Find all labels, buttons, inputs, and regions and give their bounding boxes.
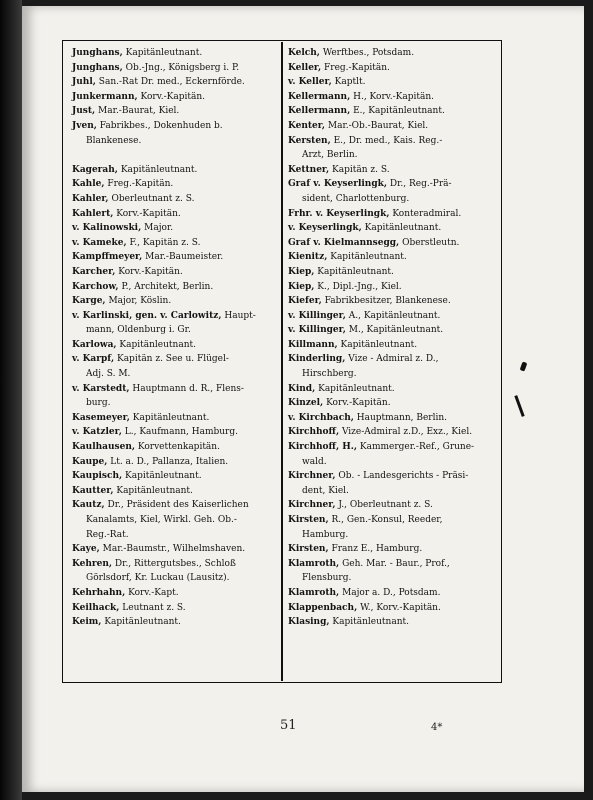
entry-name: Kirchner, (288, 500, 336, 511)
entry-name: Kautter, (72, 485, 114, 496)
directory-entry (288, 542, 498, 557)
entry-continuation: Flensburg. (302, 573, 352, 584)
entry-name: Graf v. Kielmannsegg, (288, 237, 400, 248)
entry-details: San.-Rat Dr. med., Eckernförde. (98, 77, 245, 88)
entry-name: v. Karlinski, gen. v. Carlowitz, (72, 310, 222, 321)
entry-details: Hauptmann, Berlin. (356, 412, 448, 423)
entry-continuation: Kanalamts, Kiel, Wirkl. Geh. Ob.- (86, 515, 237, 525)
entry-name: Karchow, (72, 281, 119, 292)
entry-details: Kapitänleutnant. (116, 485, 193, 496)
directory-entry (288, 294, 498, 309)
entry-name: Keilhack, (72, 602, 120, 613)
directory-entry (288, 411, 498, 426)
directory-entry (72, 498, 278, 542)
directory-entry (288, 601, 498, 616)
directory-entry (72, 601, 278, 616)
entry-details: Oberleutnant z. S. (111, 193, 195, 204)
entry-continuation: Hamburg. (302, 529, 349, 540)
directory-entry (72, 265, 278, 280)
entry-name: Kiep, (288, 281, 315, 292)
entry-details: Korv.-Kapt. (128, 587, 179, 598)
entry-details: Lt. a. D., Pallanza, Italien. (110, 456, 229, 467)
entry-details: Dr., Rittergutsbes., Schloß (114, 558, 236, 569)
column-divider (281, 42, 283, 681)
entry-name: Kiep, (288, 266, 315, 277)
entry-details: Ob.-Jng., Königsberg i. P. (125, 62, 240, 73)
entry-details: P., Architekt, Berlin. (121, 281, 214, 292)
entry-details: Korvettenkapitän. (137, 442, 220, 453)
entry-name: v. Katzler, (72, 427, 122, 438)
entry-continuation: wald. (302, 456, 327, 467)
entry-continuation: mann, Oldenburg i. Gr. (86, 325, 191, 336)
directory-entry (288, 352, 498, 381)
entry-name: Kaupe, (72, 456, 108, 467)
directory-entry (288, 221, 498, 236)
section-gap (72, 148, 278, 163)
entry-name: Kampffmeyer, (72, 252, 143, 263)
entry-details: Kapitän z. See u. Flügel- (116, 354, 229, 365)
entry-details: Werftbes., Potsdam. (322, 48, 415, 58)
directory-entry (72, 75, 278, 90)
page-number: 51 (280, 718, 297, 733)
entry-details: Korv.-Kapitän. (118, 266, 183, 277)
entry-name: Klamroth, (288, 587, 340, 598)
directory-entry (72, 440, 278, 455)
directory-entry (288, 557, 498, 586)
entry-details: Kapitänleutnant. (125, 48, 203, 58)
entry-details: Major. (144, 223, 174, 234)
directory-entry (72, 586, 278, 601)
entry-name: v. Karstedt, (72, 383, 130, 394)
left-column (72, 46, 278, 630)
entry-name: Kahler, (72, 193, 109, 204)
entry-details: W., Korv.-Kapitän. (360, 602, 441, 613)
entry-name: Klamroth, (288, 558, 340, 569)
entry-details: Haupt- (224, 310, 256, 321)
directory-entry (288, 236, 498, 251)
entry-details: Kapitänleutnant. (340, 339, 418, 350)
entry-name: Kaye, (72, 544, 100, 555)
directory-entry (72, 280, 278, 295)
entry-details: Hauptmann d. R., Flens- (132, 383, 244, 394)
entry-name: Killmann, (288, 339, 338, 350)
directory-entry (288, 513, 498, 542)
entry-details: H., Korv.-Kapitän. (353, 91, 435, 102)
entry-details: L., Kaufmann, Hamburg. (124, 427, 238, 438)
directory-entry (288, 61, 498, 76)
entry-name: Junghans, (72, 48, 123, 58)
directory-entry (72, 294, 278, 309)
right-column (288, 46, 498, 630)
entry-name: Kettner, (288, 164, 330, 175)
entry-details: Kapitänleutnant. (120, 164, 198, 175)
entry-name: Kautz, (72, 500, 105, 511)
directory-entry (72, 250, 278, 265)
directory-entry (288, 396, 498, 411)
directory-entry (288, 615, 498, 630)
entry-details: Freg.-Kapitän. (324, 62, 390, 73)
entry-details: Kapitänleutnant. (104, 617, 181, 628)
directory-entry (288, 498, 498, 513)
entry-name: v. Karpf, (72, 354, 115, 365)
entry-name: Karcher, (72, 266, 116, 277)
directory-entry (288, 338, 498, 353)
directory-entry (288, 265, 498, 280)
entry-details: Mar.-Baurat, Kiel. (98, 106, 180, 117)
directory-entry (72, 352, 278, 381)
entry-name: Kellermann, (288, 106, 351, 117)
entry-details: Korv.-Kapitän. (116, 208, 181, 219)
entry-name: Kiefer, (288, 296, 322, 307)
directory-entry (72, 425, 278, 440)
entry-name: Junkermann, (72, 91, 138, 102)
directory-entry (72, 309, 278, 338)
directory-entry (288, 469, 498, 498)
directory-entry (288, 207, 498, 222)
entry-name: Kirsten, (288, 515, 329, 525)
directory-entry (72, 382, 278, 411)
entry-details: Konteradmiral. (392, 208, 462, 219)
directory-entry (72, 192, 278, 207)
entry-name: Kirsten, (288, 544, 329, 555)
entry-details: Mar.-Baumeister. (145, 252, 224, 263)
entry-details: Mar.-Baumstr., Wilhelmshaven. (102, 544, 246, 555)
directory-entry (288, 440, 498, 469)
entry-name: Kelch, (288, 48, 320, 58)
directory-entry (72, 61, 278, 76)
directory-entry (288, 119, 498, 134)
entry-name: Kersten, (288, 135, 331, 146)
entry-name: Kahle, (72, 179, 105, 190)
entry-continuation: Blankenese. (86, 135, 142, 146)
book-spine-shadow (0, 0, 22, 800)
entry-details: E., Dr. med., Kais. Reg.- (333, 135, 443, 146)
entry-name: Kahlert, (72, 208, 114, 219)
entry-details: Korv.-Kapitän. (326, 398, 391, 409)
directory-entry (72, 177, 278, 192)
entry-name: Frhr. v. Keyserlingk, (288, 208, 390, 219)
entry-name: Juhl, (72, 77, 96, 88)
directory-entry (72, 236, 278, 251)
entry-name: Kellermann, (288, 91, 351, 102)
entry-name: Kirchhoff, H., (288, 442, 357, 453)
entry-name: v. Kirchbach, (288, 412, 354, 423)
entry-name: Keim, (72, 617, 102, 628)
entry-name: Just, (72, 106, 96, 117)
entry-name: Keller, (288, 62, 322, 73)
entry-details: Kammerger.-Ref., Grune- (359, 442, 475, 453)
entry-continuation: Görlsdorf, Kr. Luckau (Lausitz). (86, 573, 230, 584)
entry-name: v. Keller, (288, 77, 332, 88)
entry-details: Kapitänleutnant. (364, 223, 442, 234)
entry-name: Kehrhahn, (72, 587, 126, 598)
entry-details: Geh. Mar. - Baur., Prof., (342, 558, 450, 569)
entry-name: Kinzel, (288, 398, 324, 409)
entry-details: Franz E., Hamburg. (331, 544, 423, 555)
entry-details: Kapitänleutnant. (332, 617, 409, 628)
entry-details: Kapitänleutnant. (119, 339, 196, 350)
entry-continuation: Reg.-Rat. (86, 529, 129, 540)
entry-name: Kirchner, (288, 471, 336, 482)
directory-entry (288, 250, 498, 265)
entry-name: Kagerah, (72, 164, 118, 175)
directory-entry (288, 309, 498, 324)
entry-name: Kinderling, (288, 354, 346, 365)
directory-entry (288, 586, 498, 601)
entry-name: Kirchhoff, (288, 427, 340, 438)
entry-details: Fabrikbesitzer, Blankenese. (324, 296, 451, 307)
entry-continuation: Hirschberg. (302, 369, 357, 380)
entry-name: Kind, (288, 383, 316, 394)
entry-name: Kaulhausen, (72, 442, 136, 453)
entry-details: Dr., Reg.-Prä- (389, 179, 452, 190)
entry-details: E., Kapitänleutnant. (353, 106, 445, 117)
entry-details: Mar.-Ob.-Baurat, Kiel. (327, 120, 429, 131)
entry-details: Korv.-Kapitän. (140, 91, 205, 102)
entry-details: Kapitänleutnant. (125, 471, 202, 482)
entry-continuation: dent, Kiel. (302, 485, 349, 496)
entry-details: F., Kapitän z. S. (129, 237, 201, 248)
entry-details: Dr., Präsident des Kaiserlichen (107, 500, 249, 511)
directory-entry (72, 221, 278, 236)
directory-entry (72, 411, 278, 426)
entry-details: Major a. D., Potsdam. (342, 587, 441, 598)
entry-name: Kasemeyer, (72, 412, 130, 423)
entry-name: v. Kalinowski, (72, 223, 142, 234)
directory-entry (72, 557, 278, 586)
entry-details: Vize - Admiral z. D., (348, 354, 439, 365)
entry-name: v. Keyserlingk, (288, 223, 362, 234)
entry-name: Kaupisch, (72, 471, 123, 482)
entry-name: v. Kameke, (72, 237, 127, 248)
entry-name: Klappenbach, (288, 602, 358, 613)
entry-continuation: Arzt, Berlin. (302, 150, 358, 161)
directory-entry (288, 104, 498, 119)
entry-details: Kapitänleutnant. (318, 383, 395, 394)
directory-entry (72, 542, 278, 557)
directory-entry (288, 75, 498, 90)
directory-entry (288, 382, 498, 397)
entry-name: Graf v. Keyserlingk, (288, 179, 388, 190)
entry-details: R., Gen.-Konsul, Reeder, (331, 515, 443, 525)
directory-entry (288, 425, 498, 440)
directory-entry (288, 323, 498, 338)
entry-name: Junghans, (72, 62, 123, 73)
entry-details: Fabrikbes., Dokenhuden b. (99, 120, 223, 131)
entry-name: Jven, (72, 120, 97, 131)
entry-name: Karge, (72, 296, 106, 307)
entry-details: J., Oberleutnant z. S. (338, 500, 433, 511)
entry-details: Vize-Admiral z.D., Exz., Kiel. (341, 427, 473, 438)
directory-entry (72, 207, 278, 222)
entry-continuation: Adj. S. M. (86, 369, 131, 380)
entry-continuation: burg. (86, 398, 111, 409)
entry-name: v. Killinger, (288, 325, 346, 336)
entry-name: Karlowa, (72, 339, 117, 350)
entry-name: Kehren, (72, 558, 113, 569)
directory-entry (72, 104, 278, 119)
entry-details: Kapitänleutnant. (330, 252, 407, 263)
entry-name: Kienitz, (288, 252, 328, 263)
directory-entry (288, 46, 498, 61)
entry-details: Kapitän z. S. (332, 164, 390, 175)
entry-details: A., Kapitänleutnant. (348, 310, 441, 321)
directory-entry (288, 90, 498, 105)
directory-entry (72, 90, 278, 105)
entry-name: v. Killinger, (288, 310, 346, 321)
directory-entry (288, 134, 498, 163)
entry-details: Kapitänleutnant. (132, 412, 210, 423)
directory-entry (72, 484, 278, 499)
directory-entry (72, 469, 278, 484)
directory-entry (288, 280, 498, 295)
entry-details: Freg.-Kapitän. (107, 179, 174, 190)
entry-details: Major, Köslin. (108, 296, 172, 307)
entry-details: Kapitänleutnant. (317, 266, 394, 277)
entry-name: Klasing, (288, 617, 330, 628)
entry-details: K., Dipl.-Jng., Kiel. (317, 281, 402, 292)
entry-details: Oberstleutn. (402, 237, 460, 248)
directory-entry (72, 338, 278, 353)
entry-details: Ob. - Landesgerichts - Präsi- (338, 471, 469, 482)
directory-entry (72, 455, 278, 470)
entry-details: Kaptlt. (334, 77, 366, 88)
directory-entry (72, 46, 278, 61)
entry-name: Kenter, (288, 120, 325, 131)
directory-entry (72, 119, 278, 148)
directory-entry (288, 163, 498, 178)
directory-entry (72, 163, 278, 178)
entry-continuation: sident, Charlottenburg. (302, 193, 410, 204)
directory-entry (72, 615, 278, 630)
entry-details: M., Kapitänleutnant. (348, 325, 444, 336)
entry-details: Leutnant z. S. (122, 602, 186, 613)
signature-mark: 4* (431, 722, 443, 733)
directory-entry (288, 177, 498, 206)
